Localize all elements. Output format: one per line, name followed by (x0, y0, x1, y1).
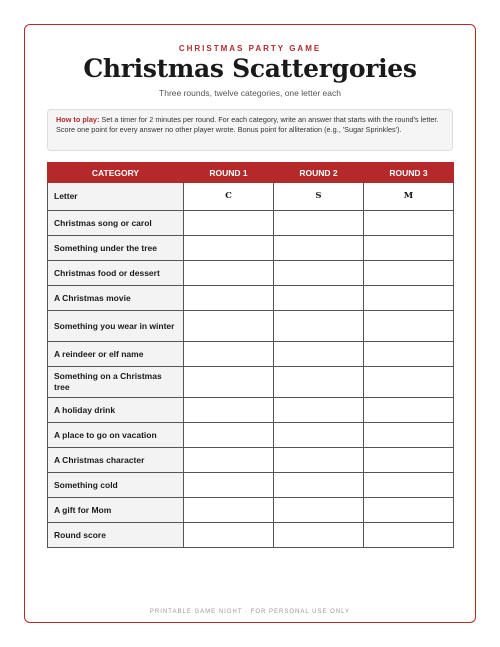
answer-cell[interactable] (364, 398, 454, 423)
answer-cell[interactable] (274, 398, 364, 423)
category-label: Christmas song or carol (48, 211, 184, 236)
table-row (48, 367, 454, 398)
category-label: A gift for Mom (48, 498, 184, 523)
table-row (48, 423, 454, 448)
scattergories-table (47, 162, 454, 548)
page-footer: PRINTABLE GAME NIGHT · FOR PERSONAL USE ONLY (149, 609, 351, 615)
answer-cell[interactable] (184, 211, 274, 236)
table-row (48, 342, 454, 367)
how-to-play-box (47, 109, 453, 151)
answer-cell[interactable] (364, 423, 454, 448)
table-row (48, 473, 454, 498)
answer-cell[interactable] (274, 286, 364, 311)
answer-cell[interactable] (184, 286, 274, 311)
table-header-row (48, 163, 454, 183)
category-label: A holiday drink (48, 398, 184, 423)
table-row (48, 286, 454, 311)
answer-cell[interactable] (364, 211, 454, 236)
category-label: Christmas food or dessert (48, 261, 184, 286)
table-row (48, 236, 454, 261)
letter-label: Letter (48, 183, 184, 211)
table-row (48, 261, 454, 286)
table-row (48, 498, 454, 523)
answer-cell[interactable] (184, 367, 274, 398)
answer-cell[interactable] (274, 311, 364, 342)
header-round-1: ROUND 1 (184, 163, 274, 183)
page-title: Christmas Scattergories (83, 54, 417, 83)
category-label: Something on a Christmas tree (48, 367, 184, 398)
answer-cell[interactable] (274, 342, 364, 367)
answer-cell[interactable] (184, 261, 274, 286)
table-row (48, 311, 454, 342)
page-kicker: CHRISTMAS PARTY GAME (178, 44, 322, 53)
table-row (48, 448, 454, 473)
answer-cell[interactable] (274, 498, 364, 523)
answer-cell[interactable] (364, 286, 454, 311)
header-round-2: ROUND 2 (274, 163, 364, 183)
answer-cell[interactable] (184, 473, 274, 498)
round-score-label: Round score (48, 523, 184, 548)
answer-cell[interactable] (274, 367, 364, 398)
answer-cell[interactable] (184, 498, 274, 523)
answer-cell[interactable] (184, 423, 274, 448)
answer-cell[interactable] (364, 261, 454, 286)
score-cell[interactable] (364, 523, 454, 548)
category-label: A Christmas character (48, 448, 184, 473)
answer-cell[interactable] (274, 261, 364, 286)
answer-cell[interactable] (184, 398, 274, 423)
answer-cell[interactable] (274, 211, 364, 236)
how-to-play-label: How to play: (56, 115, 100, 124)
category-label: Something you wear in winter (48, 311, 184, 342)
answer-cell[interactable] (364, 342, 454, 367)
answer-cell[interactable] (364, 236, 454, 261)
category-label: Something cold (48, 473, 184, 498)
page-subtitle: Three rounds, twelve categories, one letter each (159, 88, 341, 98)
category-label: Something under the tree (48, 236, 184, 261)
category-label: A place to go on vacation (48, 423, 184, 448)
answer-cell[interactable] (184, 311, 274, 342)
answer-cell[interactable] (274, 448, 364, 473)
letter-row (48, 183, 454, 211)
round-2-letter: S (274, 183, 364, 211)
answer-cell[interactable] (364, 311, 454, 342)
answer-cell[interactable] (364, 473, 454, 498)
round-3-letter: M (364, 183, 454, 211)
answer-cell[interactable] (274, 473, 364, 498)
header-category: CATEGORY (48, 163, 184, 183)
table-row (48, 398, 454, 423)
round-1-letter: C (184, 183, 274, 211)
category-label: A Christmas movie (48, 286, 184, 311)
answer-cell[interactable] (364, 448, 454, 473)
how-to-play-text: Set a timer for 2 minutes per round. For each category, write an answer that starts with the round's letter. Score one point for every answer no other player wrote. Bonus point for alliteration (e.g., 'Sugar Sprinkles'). (56, 115, 439, 134)
answer-cell[interactable] (184, 236, 274, 261)
answer-cell[interactable] (364, 498, 454, 523)
answer-cell[interactable] (184, 342, 274, 367)
table-row (48, 211, 454, 236)
answer-cell[interactable] (274, 236, 364, 261)
score-cell[interactable] (274, 523, 364, 548)
category-label: A reindeer or elf name (48, 342, 184, 367)
answer-cell[interactable] (364, 367, 454, 398)
answer-cell[interactable] (274, 423, 364, 448)
score-cell[interactable] (184, 523, 274, 548)
answer-cell[interactable] (184, 448, 274, 473)
header-round-3: ROUND 3 (364, 163, 454, 183)
score-row (48, 523, 454, 548)
